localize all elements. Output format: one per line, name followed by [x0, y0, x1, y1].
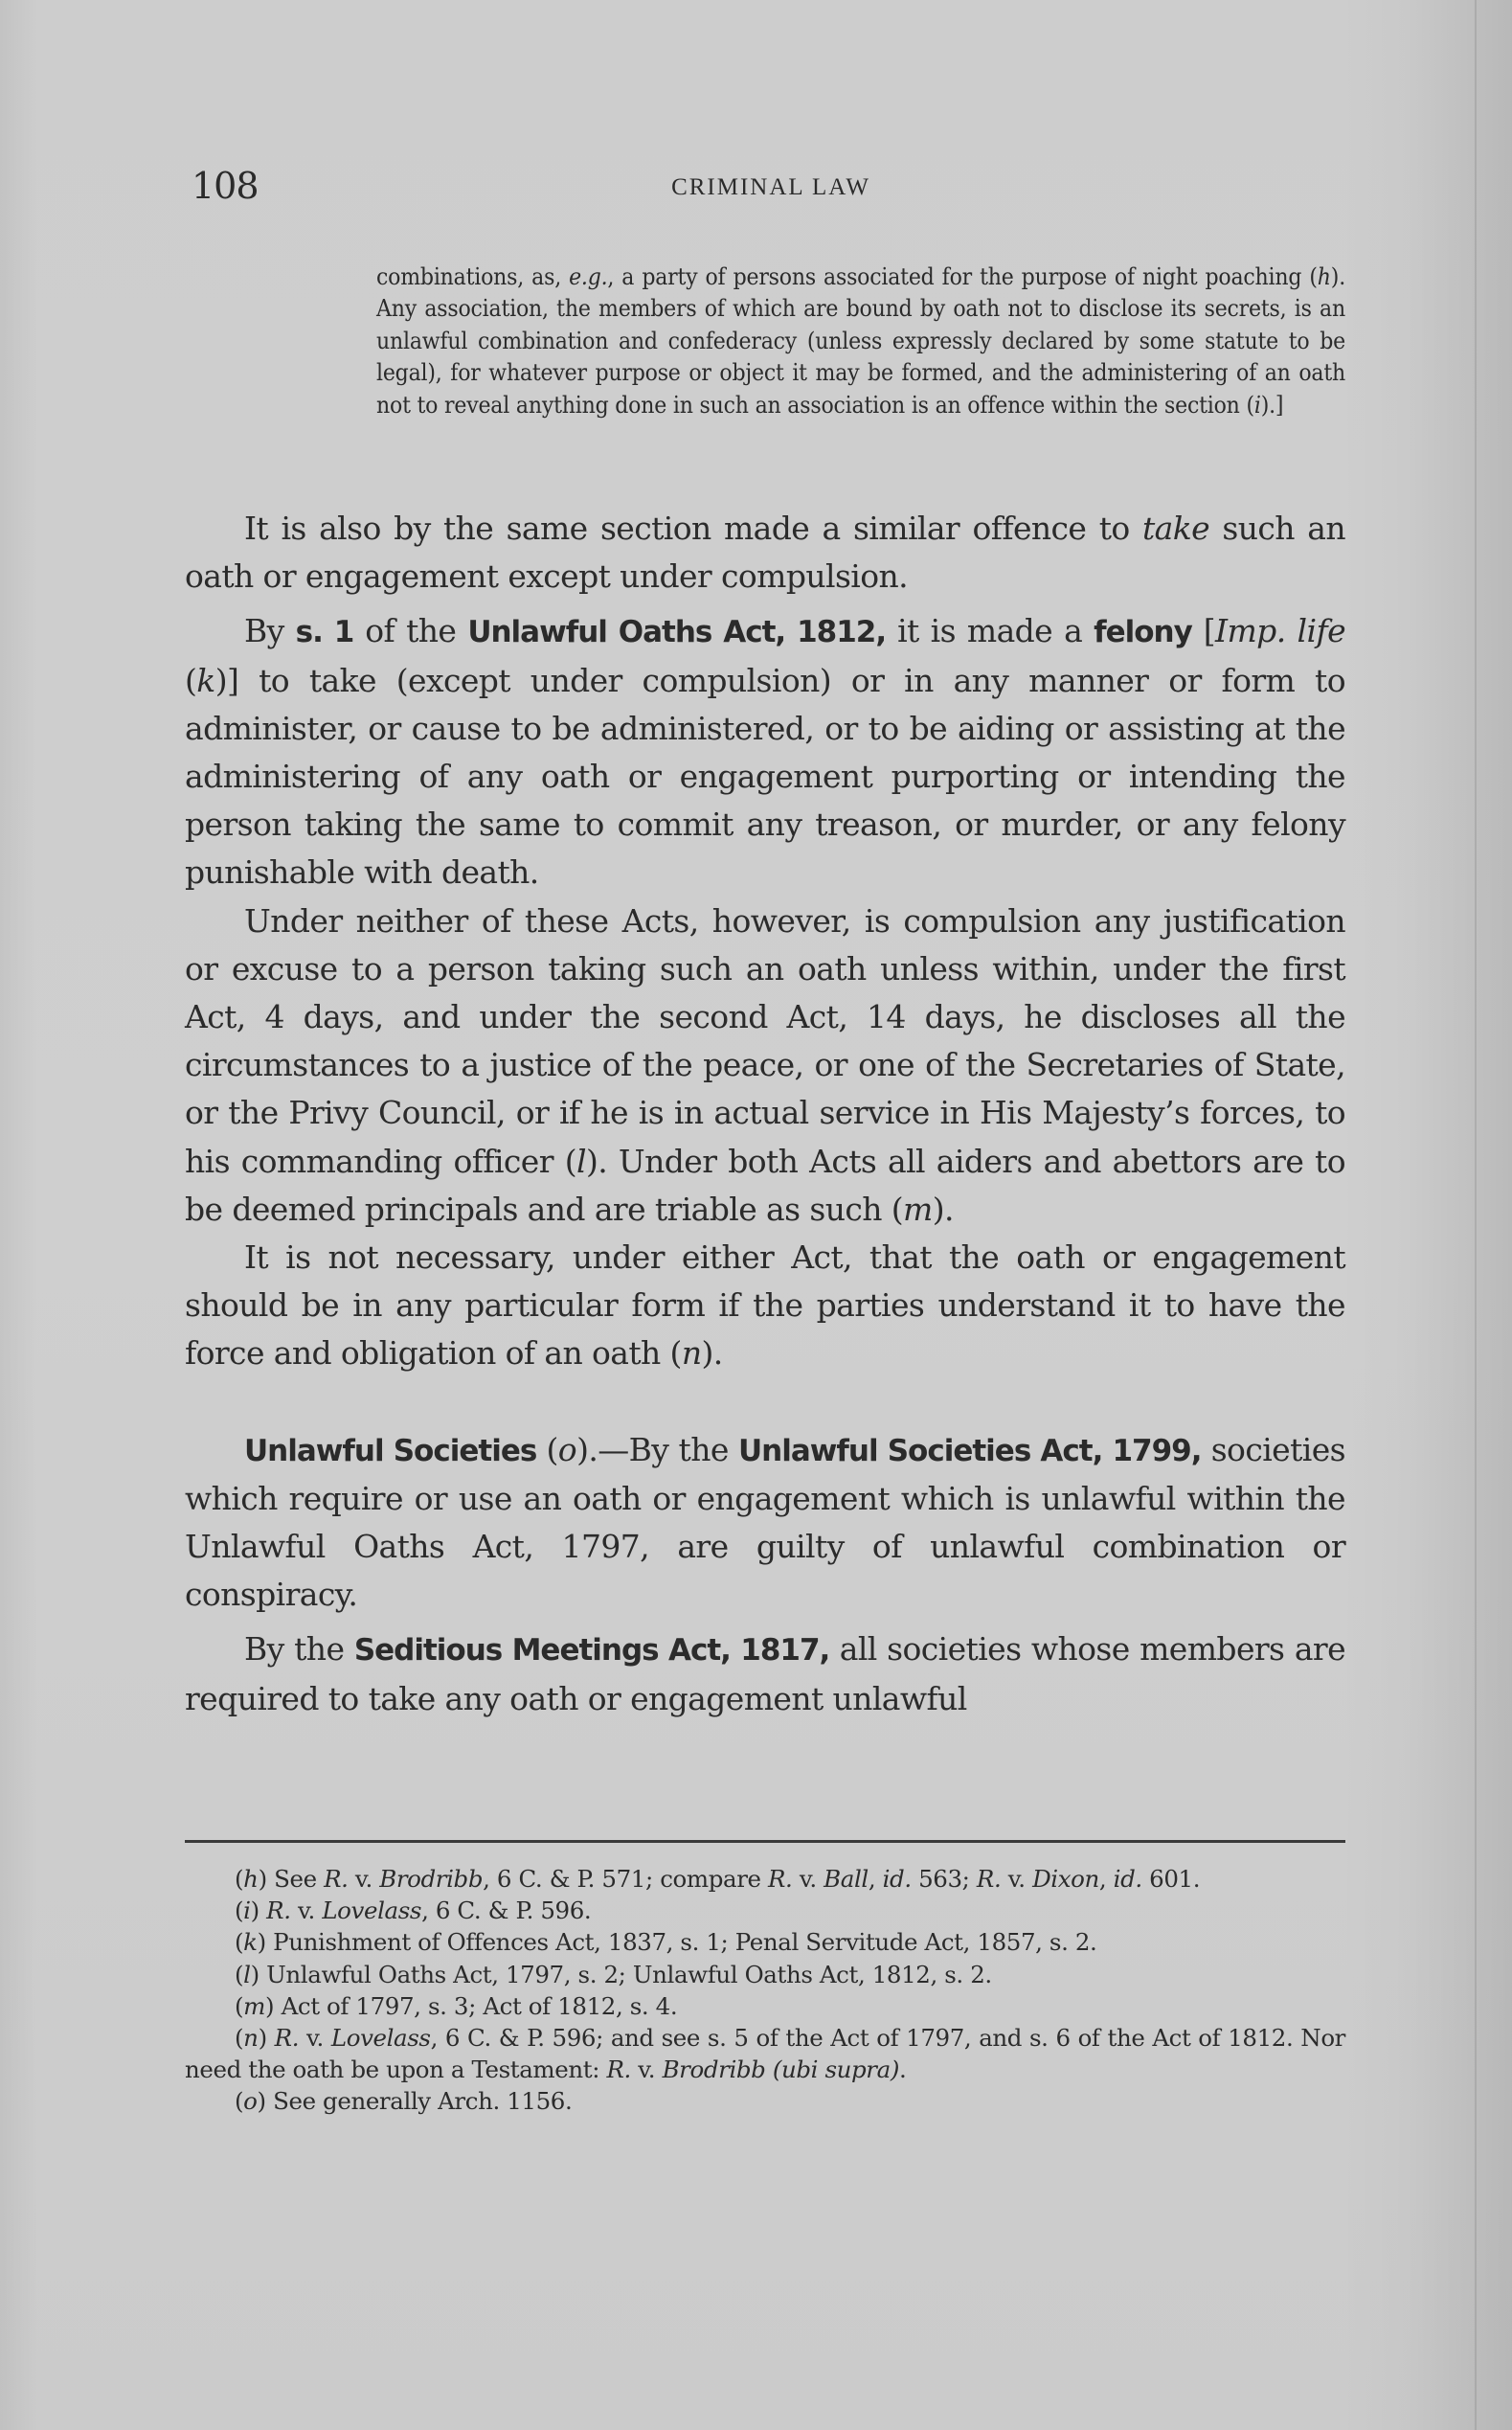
footnote-italic-text: Brodribb (ubi supra): [662, 2055, 899, 2084]
footnote-mark: o: [243, 2087, 258, 2116]
footnote-ref-n[interactable]: n: [681, 1334, 702, 1373]
footnote-l: [185, 1959, 1345, 1990]
text: ).: [932, 1190, 954, 1228]
footnote-text: See generally Arch. 1156.: [265, 2087, 573, 2116]
footnote-mark: l: [243, 1960, 251, 1988]
footnote-mark-paren: (: [235, 2087, 244, 2116]
footnote-text: ,: [1098, 1865, 1114, 1893]
footnote-italic-text: Ball: [824, 1865, 869, 1893]
footnote-text: See: [266, 1865, 325, 1893]
text: Under neither of these Acts, however, is compulsion any justification or excuse to a person taking such an oath unless within, under the first Act, 4 days, and under the second Act, 14 days, he discloses all the circumstances to a justice of the peace, or one of the Secretaries of State, or the Privy Council, or if he is in actual service in His Majesty’s forces, to his commanding officer (: [185, 901, 1345, 1180]
bold-act-name: Unlawful Societies Act, 1799,: [737, 1433, 1202, 1468]
footnote-italic-text: Lovelass: [322, 1896, 422, 1925]
footnote-ref-h[interactable]: h: [1317, 262, 1331, 290]
footnote-italic-text: R.: [606, 2055, 631, 2084]
footnote-i: [185, 1895, 1345, 1926]
footnote-mark-paren: (: [235, 1991, 244, 2020]
quote-text: , a party of persons associated for the purpose of night poaching (: [607, 262, 1318, 290]
footnote-text: v.: [290, 1896, 323, 1925]
footnote-italic-text: R.: [266, 1896, 291, 1925]
footnote-italic-text: Dixon: [1032, 1865, 1099, 1893]
footnote-text: ,: [868, 1865, 883, 1893]
paragraph-take-oath: [185, 505, 1345, 601]
text: (: [185, 661, 197, 699]
text: societies which require or use an oath or engagement which is unlawful within the Unlawful Oaths Act, 1797, are guilty of unlawful combination or conspiracy.: [185, 1430, 1345, 1614]
quoted-statute-note: [376, 261, 1345, 420]
footnote-k: [185, 1926, 1345, 1958]
footnote-mark-paren: ): [250, 1960, 260, 1988]
text: it is made a: [886, 612, 1095, 650]
text: of the: [353, 612, 468, 650]
text: It is also by the same section made a similar offence to: [244, 510, 1142, 547]
footnote-italic-text: R.: [274, 2024, 300, 2053]
footnote-mark-paren: (: [235, 1896, 244, 1925]
text: By: [244, 612, 296, 650]
footnote-ref-k[interactable]: k: [196, 661, 215, 699]
text: such an oath or engagement except under compulsion.: [185, 510, 1345, 596]
paragraph-form-of-oath: [185, 1234, 1345, 1378]
footnote-text: v.: [630, 2055, 663, 2084]
footnote-text: Unlawful Oaths Act, 1797, s. 2; Unlawful Oaths Act, 1812, s. 2.: [259, 1960, 992, 1988]
footnote-mark: k: [243, 1928, 258, 1957]
bold-act-name: Seditious Meetings Act, 1817,: [353, 1633, 830, 1669]
bold-section-ref: s. 1: [295, 615, 354, 650]
footnote-italic-text: R.: [324, 1865, 349, 1893]
footnote-text: , 6 C. & P. 596; and see s. 5 of the Act of 1797, and s. 6 of the Act of 1812. Nor need the oath be upon a Testament:: [185, 2024, 1345, 2084]
footnote-ref-m[interactable]: m: [903, 1190, 933, 1228]
footnote-ref-l[interactable]: l: [575, 1142, 586, 1180]
footnote-mark-paren: ): [265, 1991, 275, 2020]
text: ).: [701, 1334, 723, 1373]
footnote-text: .: [899, 2055, 907, 2084]
quote-text: ). Any association, the members of which are bound by oath not to disclose its secrets, is an unlawful combination and confederacy (unless expressly declared by some statute to be legal), for whatever purpose or object it may be formed, and the administering of an oath not to reveal anything done in such an association is an offence within the section (: [376, 262, 1345, 419]
quote-text: combinations, as,: [376, 262, 570, 290]
italic-take: take: [1141, 510, 1210, 547]
footnote-italic-text: id.: [1113, 1865, 1142, 1893]
page-header: [192, 165, 1350, 213]
footnote-ref-i[interactable]: i: [1253, 390, 1261, 419]
footnote-m: [185, 1990, 1345, 2022]
footnote-text: Punishment of Offences Act, 1837, s. 1; Penal Servitude Act, 1857, s. 2.: [265, 1928, 1097, 1957]
text: By the: [244, 1630, 354, 1669]
footnote-text: , 6 C. & P. 596.: [421, 1896, 592, 1925]
footnote-italic-text: R.: [976, 1865, 1002, 1893]
footnote-text: 601.: [1141, 1865, 1201, 1893]
section-heading: Unlawful Societies: [244, 1433, 537, 1468]
text: ).—By the: [576, 1430, 738, 1468]
italic-punishment: Imp. life: [1215, 612, 1345, 650]
footnotes: [185, 1863, 1345, 2118]
footnote-mark-paren: (: [235, 1960, 244, 1988]
footnote-text: v.: [348, 1865, 380, 1893]
footnote-italic-text: Lovelass: [330, 2024, 431, 2053]
footnote-mark-paren: ): [257, 1928, 266, 1957]
footnote-text: , 6 C. & P. 571; compare: [483, 1865, 768, 1893]
footnote-text: Act of 1797, s. 3; Act of 1812, s. 4.: [274, 1991, 678, 2020]
paragraph-seditious-meetings: [185, 1625, 1345, 1722]
footnote-text: v.: [1001, 1865, 1033, 1893]
paragraph-compulsion: [185, 897, 1345, 1234]
page-number: 108: [192, 165, 259, 207]
quote-italic-eg: e.g.: [569, 262, 608, 290]
bold-act-name: Unlawful Oaths Act, 1812,: [467, 615, 887, 650]
text: )] to take (except under compulsion) or in any manner or form to administer, or cause to be administered, or to be aiding or assisting at the administering of any oath or engagement purporting or intending the person taking the same to commit any treason, or murder, or any felony punishable with death.: [185, 661, 1345, 892]
footnote-o: [185, 2085, 1345, 2117]
footnote-text: v.: [299, 2024, 331, 2053]
footnote-text: 563;: [911, 1865, 977, 1893]
footnote-mark: n: [243, 2024, 259, 2053]
footnote-mark-paren: (: [235, 2024, 244, 2053]
text: all societies whose members are required to take any oath or engagement unlawful: [185, 1630, 1346, 1717]
running-title: CRIMINAL LAW: [671, 174, 870, 200]
footnote-mark-paren: ): [257, 2087, 266, 2116]
footnote-italic-text: Brodribb: [379, 1865, 484, 1893]
footnote-n: [185, 2022, 1345, 2085]
paragraph-unlawful-societies: [185, 1426, 1345, 1620]
footnote-mark: h: [243, 1865, 259, 1893]
footnote-mark-paren: (: [235, 1928, 244, 1957]
footnote-ref-o[interactable]: o: [557, 1430, 577, 1468]
text: (: [536, 1430, 558, 1468]
footnote-mark: i: [243, 1896, 251, 1925]
footnote-mark-paren: ): [258, 2024, 267, 2053]
footnote-italic-text: id.: [882, 1865, 912, 1893]
paragraph-unlawful-oaths-act-1812: [185, 607, 1345, 897]
footnote-italic-text: R.: [768, 1865, 793, 1893]
text: ). Under both Acts all aiders and abettors are to be deemed principals and are triable as such (: [185, 1142, 1345, 1228]
footnote-mark-paren: ): [250, 1896, 260, 1925]
bold-felony: felony: [1094, 615, 1192, 650]
text: It is not necessary, under either Act, that the oath or engagement should be in any particular form if the parties understand it to have the force and obligation of an oath (: [185, 1238, 1345, 1373]
footnote-mark-paren: (: [235, 1865, 244, 1893]
text: [: [1191, 612, 1216, 650]
page-crease: [1475, 0, 1477, 2430]
quote-text: ).]: [1260, 390, 1284, 419]
footnote-mark: m: [243, 1991, 266, 2020]
footnote-mark-paren: ): [258, 1865, 267, 1893]
footnote-divider: [185, 1840, 1345, 1843]
footnote-text: v.: [792, 1865, 824, 1893]
footnote-h: [185, 1863, 1345, 1895]
body-text: [185, 505, 1345, 1723]
footnote-text: [267, 2024, 275, 2052]
